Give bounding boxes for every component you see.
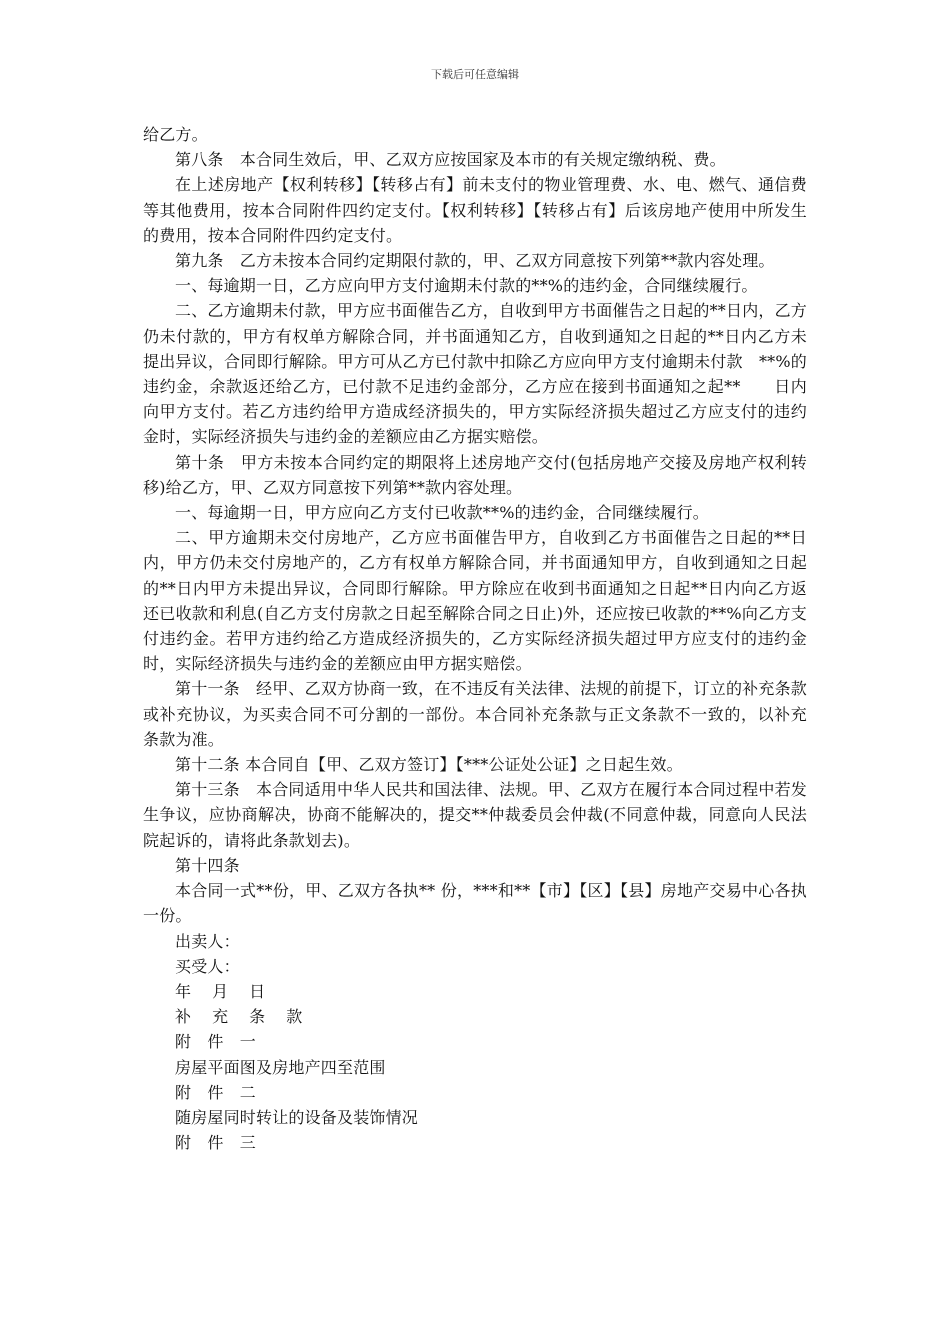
paragraph: 给乙方。: [143, 125, 208, 144]
article-8: 第八条 本合同生效后，甲、乙双方应按国家及本市的有关规定缴纳税、费。: [175, 150, 726, 170]
paragraph: 本合同一式**份，甲、乙双方各执** 份，***和**【市】【区】【县】房地产交易中心各执一份。: [143, 881, 807, 926]
seller-label: 出卖人：: [175, 931, 240, 951]
article-11: 第十一条 经甲、乙双方协商一致，在不违反有关法律、法规的前提下，订立的补充条款或补充协议，为买卖合同不可分割的一部份。本合同补充条款与正文条款不一致的，以补充条款为准。: [143, 679, 807, 749]
article-13: 第十三条 本合同适用中华人民共和国法律、法规。甲、乙双方在履行本合同过程中若发生争议，应协商解决，协商不能解决的，提交**仲裁委员会仲裁(不同意仲裁，同意向人民法院起诉的，请将此条款划去)。: [143, 780, 807, 850]
page-header-note: 下载后可任意编辑: [431, 68, 519, 81]
article-12: 第十二条 本合同自【甲、乙双方签订】【***公证处公证】之日起生效。: [175, 755, 683, 775]
appendix-1-heading: 附 件 一: [175, 1032, 257, 1052]
clause-item: 二、乙方逾期未付款，甲方应书面催告乙方，自收到甲方书面催告之日起的**日内，乙方仍未付款的，甲方有权单方解除合同，并书面通知乙方，自收到通知之日起的**日内乙方未提出异议，合同即行解除。甲方可从乙方已付款中扣除乙方应向甲方支付逾期未付款 **%的违约金，余款返还给乙方，已付款不足违约金部分，乙方应在接到书面通知之起** 日内向甲方支付。若乙方违约给甲方造成经济损失的，甲方实际经济损失超过乙方应支付的违约金时，实际经济损失与违约金的差额应由乙方据实赔偿。: [143, 301, 808, 447]
paragraph: 在上述房地产【权利转移】【转移占有】前未支付的物业管理费、水、电、燃气、通信费等其他费用，按本合同附件四约定支付。【权利转移】【转移占有】后该房地产使用中所发生的费用，按本合同附件四约定支付。: [143, 175, 807, 245]
clause-item: 二、甲方逾期未交付房地产，乙方应书面催告甲方，自收到乙方书面催告之日起的**日内，甲方仍未交付房地产的，乙方有权单方解除合同，并书面通知甲方，自收到通知之日起的**日内甲方未提出异议，合同即行解除。甲方除应在收到书面通知之日起**日内向乙方返还已收款和利息(自乙方支付房款之日起至解除合同之日止)外，还应按已收款的**%向乙方支付违约金。若甲方违约给乙方造成经济损失的，乙方实际经济损失超过甲方应支付的违约金时，实际经济损失与违约金的差额应由甲方据实赔偿。: [143, 528, 807, 674]
article-9: 第九条 乙方未按本合同约定期限付款的，甲、乙双方同意按下列第**款内容处理。: [175, 251, 775, 271]
appendix-2-title: 随房屋同时转让的设备及装饰情况: [175, 1107, 419, 1127]
document-body: [143, 122, 807, 1155]
appendix-2-heading: 附 件 二: [175, 1082, 257, 1102]
appendix-3-heading: 附 件 三: [175, 1133, 257, 1153]
clause-item: 一、每逾期一日，乙方应向甲方支付逾期未付款的**%的违约金，合同继续履行。: [175, 276, 758, 296]
article-10: 第十条 甲方未按本合同约定的期限将上述房地产交付(包括房地产交接及房地产权利转移)给乙方，甲、乙双方同意按下列第**款内容处理。: [143, 452, 807, 497]
date-line: 年 月 日: [175, 981, 274, 1001]
supplementary-terms-heading: 补 充 条 款: [175, 1007, 311, 1027]
buyer-label: 买受人：: [175, 956, 240, 976]
appendix-1-title: 房屋平面图及房地产四至范围: [175, 1057, 386, 1077]
article-14: 第十四条: [175, 855, 240, 875]
clause-item: 一、每逾期一日，甲方应向乙方支付已收款**%的违约金，合同继续履行。: [175, 503, 710, 523]
